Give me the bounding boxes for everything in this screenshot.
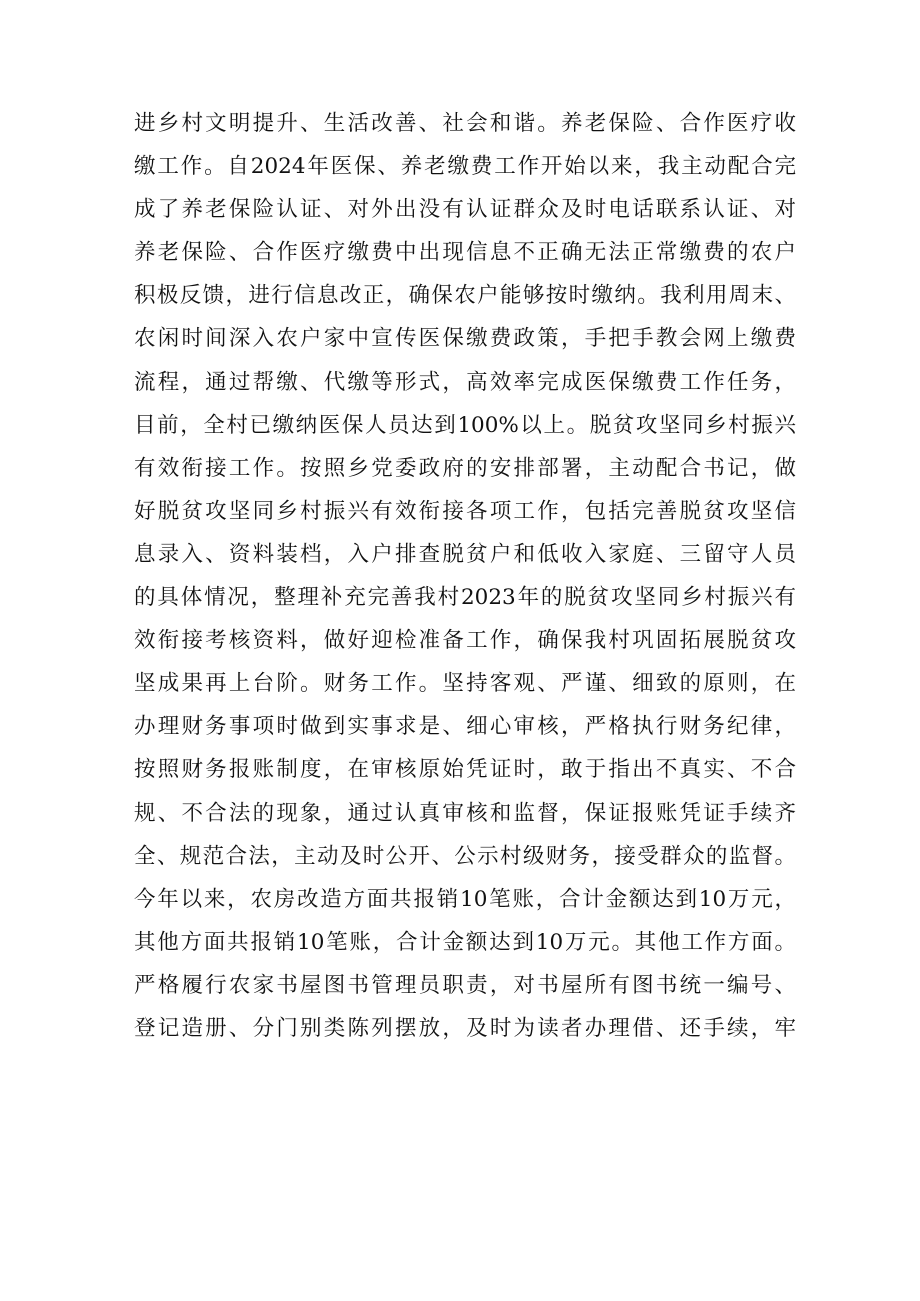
text-line: 好脱贫攻坚同乡村振兴有效衔接各项工作，包括完善脱贫攻坚信 [134, 498, 796, 524]
text-line: 缴工作。自2024年医保、养老缴费工作开始以来，我主动配合完 [134, 154, 796, 180]
text-line: 息录入、资料装档，入户排查脱贫户和低收入家庭、三留守人员 [134, 541, 796, 567]
text-line: 的具体情况，整理补充完善我村2023年的脱贫攻坚同乡村振兴有 [134, 585, 796, 611]
text-line: 严格履行农家书屋图书管理员职责，对书屋所有图书统一编号、 [134, 972, 796, 998]
text-line: 其他方面共报销10笔账，合计金额达到10万元。其他工作方面。 [134, 929, 796, 955]
text-line: 流程，通过帮缴、代缴等形式，高效率完成医保缴费工作任务， [134, 369, 796, 395]
text-line: 进乡村文明提升、生活改善、社会和谐。养老保险、合作医疗收 [134, 111, 796, 136]
text-line: 成了养老保险认证、对外出没有认证群众及时电话联系认证、对 [134, 197, 796, 223]
body-text [134, 102, 814, 1050]
text-line: 养老保险、合作医疗缴费中出现信息不正确无法正常缴费的农户 [134, 240, 796, 266]
text-line: 今年以来，农房改造方面共报销10笔账，合计金额达到10万元， [134, 886, 796, 912]
text-line: 坚成果再上台阶。财务工作。坚持客观、严谨、细致的原则，在 [134, 671, 796, 697]
text-line: 全、规范合法，主动及时公开、公示村级财务，接受群众的监督。 [134, 843, 796, 869]
text-line: 效衔接考核资料，做好迎检准备工作，确保我村巩固拓展脱贫攻 [134, 628, 796, 654]
text-line: 规、不合法的现象，通过认真审核和监督，保证报账凭证手续齐 [134, 800, 796, 826]
text-line: 农闲时间深入农户家中宣传医保缴费政策，手把手教会网上缴费 [134, 326, 796, 352]
text-line: 积极反馈，进行信息改正，确保农户能够按时缴纳。我利用周末、 [134, 283, 796, 309]
text-line: 登记造册、分门别类陈列摆放，及时为读者办理借、还手续，牢 [134, 1015, 796, 1041]
text-line: 办理财务事项时做到实事求是、细心审核，严格执行财务纪律， [134, 714, 796, 740]
text-line: 有效衔接工作。按照乡党委政府的安排部署，主动配合书记，做 [134, 455, 796, 481]
text-line: 目前，全村已缴纳医保人员达到100%以上。脱贫攻坚同乡村振兴 [134, 412, 796, 438]
text-line: 按照财务报账制度，在审核原始凭证时，敢于指出不真实、不合 [134, 757, 796, 783]
